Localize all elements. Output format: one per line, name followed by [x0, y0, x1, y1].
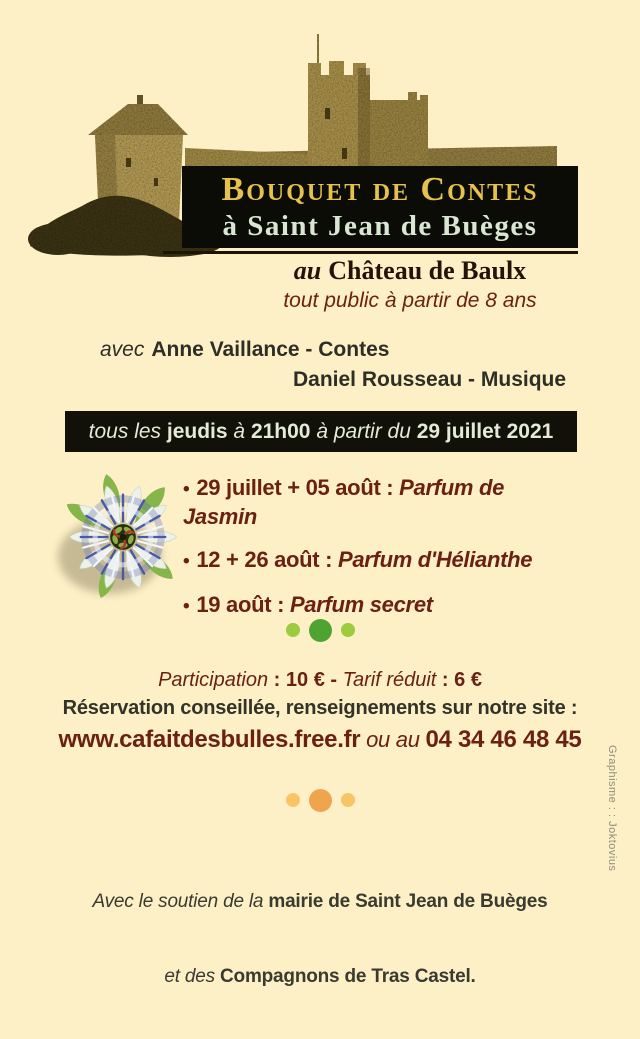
reservation-line: Réservation conseillée, renseignements sur notre site : [62, 697, 578, 719]
event-dates: 29 juillet + 05 août : [196, 475, 400, 500]
performer-storyteller [100, 338, 389, 362]
bullet-icon: • [183, 551, 190, 572]
pricing-segment: Participation [158, 669, 269, 691]
audience-line: tout public à partir de 8 ans [283, 289, 537, 312]
orange-dot-small [286, 793, 300, 807]
performer-prefix: avec [100, 338, 145, 361]
support-segment: mairie de Saint Jean de Buèges [268, 891, 548, 912]
support-line [0, 964, 640, 989]
green-dot-small [286, 623, 300, 637]
schedule-segment: à partir du [316, 419, 417, 443]
schedule-segment: 21h00 [250, 419, 317, 443]
support-credits [0, 839, 640, 1039]
event-item [183, 474, 583, 530]
event-dates: 12 + 26 août : [196, 547, 338, 572]
passionflower-illustration [56, 470, 190, 604]
phone-number: 04 34 46 48 45 [425, 726, 582, 753]
event-item [183, 546, 583, 575]
bullet-icon: • [183, 596, 190, 617]
support-segment: Avec le soutien de la [92, 891, 269, 912]
pricing-line [0, 669, 640, 692]
title-underline [163, 251, 578, 254]
support-segment: Compagnons de Tras Castel. [220, 966, 476, 987]
orange-dots-separator [0, 787, 640, 813]
event-title: Parfum de Jasmin [183, 475, 510, 529]
event-dates: 19 août : [196, 592, 290, 617]
website-text: www.cafaitdesbulles.free.fr [58, 726, 361, 753]
performer-musician: Daniel Rousseau - Musique [293, 368, 567, 391]
title-banner [182, 166, 578, 248]
poster-title: Bouquet de Contes [221, 171, 539, 208]
contact-line [0, 726, 640, 754]
venue-prefix: au [293, 256, 322, 285]
green-dots-separator [0, 617, 640, 643]
pricing-segment: : 6 € [436, 669, 482, 691]
support-segment: et des [164, 966, 221, 987]
schedule-segment: tous les [88, 419, 167, 443]
green-dot-small [341, 623, 355, 637]
support-line [0, 889, 640, 914]
green-dot-large [309, 619, 332, 642]
orange-dot-small [341, 793, 355, 807]
schedule-segment: à [233, 419, 251, 443]
pricing-segment: Tarif réduit [342, 669, 437, 691]
orange-dot-large [309, 789, 332, 812]
schedule-segment: 29 juillet 2021 [416, 419, 554, 443]
schedule-banner [65, 411, 577, 452]
pricing-segment: : 10 € - [268, 669, 343, 691]
event-title: Parfum secret [289, 592, 433, 617]
venue-name: Château de Baulx [328, 256, 527, 285]
designer-credit: Graphisme : : Joktovius [606, 745, 618, 872]
contact-connector: ou au [360, 727, 426, 752]
event-list [183, 474, 583, 636]
event-title: Parfum d'Hélianthe [337, 547, 533, 572]
schedule-segment: jeudis [166, 419, 234, 443]
poster-subtitle: à Saint Jean de Buèges [222, 210, 538, 242]
bullet-icon: • [183, 479, 190, 500]
venue-line [230, 256, 590, 286]
storyteller-name: Anne Vaillance - Contes [151, 338, 390, 361]
event-item [183, 591, 583, 620]
